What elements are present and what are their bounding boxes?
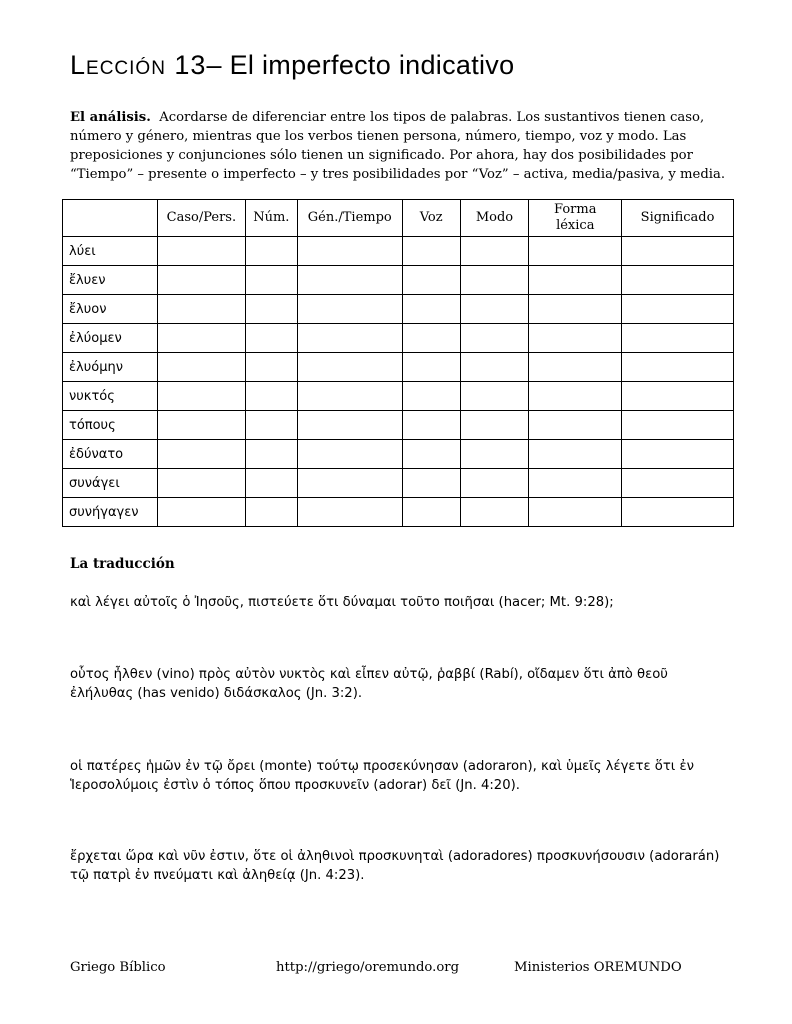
translation-sentence: ἔρχεται ὥρα καὶ νῦν ἐστιν, ὅτε οἱ ἀληθινοὶ προσκυνηταὶ (adoradores) προσκυνήσουσιν (adorarán) τῷ πατρὶ ἐν πνεύματι καὶ ἀληθείᾳ (Jn. 4:23). — [70, 849, 720, 883]
table-row — [63, 295, 734, 324]
answer-cell[interactable] — [245, 440, 297, 469]
answer-cell[interactable] — [402, 498, 460, 527]
answer-cell[interactable] — [402, 324, 460, 353]
answer-cell[interactable] — [622, 353, 734, 382]
header-cell: Modo — [460, 200, 529, 237]
table-row — [63, 324, 734, 353]
intro-paragraph — [70, 108, 730, 184]
answer-cell[interactable] — [157, 266, 245, 295]
answer-cell[interactable] — [529, 498, 622, 527]
answer-cell[interactable] — [622, 324, 734, 353]
translation-sentence: καὶ λέγει αὐτοῖς ὁ Ἰησοῦς, πιστεύετε ὅτι δύναμαι τοῦτο ποιῆσαι (hacer; Mt. 9:28); — [70, 595, 614, 610]
lesson-subject: El imperfecto indicativo — [229, 50, 515, 80]
answer-cell[interactable] — [245, 382, 297, 411]
table-row — [63, 440, 734, 469]
answer-cell[interactable] — [157, 353, 245, 382]
answer-cell[interactable] — [245, 498, 297, 527]
answer-cell[interactable] — [297, 237, 402, 266]
answer-cell[interactable] — [460, 469, 529, 498]
answer-cell[interactable] — [529, 324, 622, 353]
answer-cell[interactable] — [157, 324, 245, 353]
header-cell: Forma léxica — [529, 200, 622, 237]
answer-cell[interactable] — [529, 266, 622, 295]
title-dash: – — [206, 50, 222, 80]
footer-ministry: Ministerios OREMUNDO — [514, 960, 682, 975]
answer-cell[interactable] — [402, 440, 460, 469]
header-cell: Caso/Pers. — [157, 200, 245, 237]
translation-sentence: οὗτος ἦλθεν (vino) πρὸς αὐτὸν νυκτὸς καὶ εἶπεν αὐτῷ, ῥαββί (Rabí), οἴδαμεν ὅτι ἀπὸ θεοῦ ἐλήλυθας (has venido) διδάσκαλος (Jn. 3:2). — [70, 667, 668, 701]
table-row — [63, 469, 734, 498]
translation-heading: La traducción — [70, 556, 175, 572]
answer-cell[interactable] — [245, 324, 297, 353]
header-cell: Voz — [402, 200, 460, 237]
intro-text: Acordarse de diferenciar entre los tipos de palabras. Los sustantivos tienen caso, número y género, mientras que los verbos tienen persona, número, tiempo, voz y modo. Las preposiciones y conjunciones sólo tienen un significado. Por ahora, hay dos posibilidades por “Tiempo” – presente o imperfecto – y tres posibilidades por “Voz” – activa, media/pasiva, y media. — [70, 110, 726, 182]
answer-cell[interactable] — [297, 469, 402, 498]
answer-cell[interactable] — [529, 382, 622, 411]
answer-cell[interactable] — [402, 295, 460, 324]
greek-word-cell: ἔλυον — [63, 295, 158, 324]
table-row — [63, 411, 734, 440]
analysis-table — [62, 199, 734, 527]
answer-cell[interactable] — [529, 469, 622, 498]
header-cell: Gén./Tiempo — [297, 200, 402, 237]
answer-cell[interactable] — [157, 411, 245, 440]
answer-cell[interactable] — [297, 353, 402, 382]
answer-cell[interactable] — [622, 295, 734, 324]
answer-cell[interactable] — [245, 469, 297, 498]
table-row — [63, 266, 734, 295]
page-footer — [70, 960, 690, 980]
table-row — [63, 353, 734, 382]
answer-cell[interactable] — [245, 266, 297, 295]
answer-cell[interactable] — [529, 353, 622, 382]
table-row — [63, 237, 734, 266]
answer-cell[interactable] — [402, 469, 460, 498]
header-cell: Significado — [622, 200, 734, 237]
answer-cell[interactable] — [460, 324, 529, 353]
answer-cell[interactable] — [460, 237, 529, 266]
answer-cell[interactable] — [157, 498, 245, 527]
greek-word-cell: τόπους — [63, 411, 158, 440]
answer-cell[interactable] — [245, 295, 297, 324]
greek-word-cell: ἐλύομεν — [63, 324, 158, 353]
answer-cell[interactable] — [529, 295, 622, 324]
lesson-label: Lección 13 — [70, 50, 207, 80]
table-row — [63, 382, 734, 411]
answer-cell[interactable] — [157, 382, 245, 411]
page-title — [70, 50, 514, 81]
answer-cell[interactable] — [622, 382, 734, 411]
header-cell-word — [63, 200, 158, 237]
table-row — [63, 498, 734, 527]
answer-cell[interactable] — [622, 440, 734, 469]
answer-cell[interactable] — [402, 266, 460, 295]
answer-cell[interactable] — [157, 295, 245, 324]
answer-cell[interactable] — [297, 324, 402, 353]
greek-word-cell: ἐδύνατο — [63, 440, 158, 469]
answer-cell[interactable] — [297, 498, 402, 527]
answer-cell[interactable] — [622, 237, 734, 266]
greek-word-cell: συνάγει — [63, 469, 158, 498]
answer-cell[interactable] — [157, 440, 245, 469]
answer-cell[interactable] — [157, 237, 245, 266]
answer-cell[interactable] — [297, 440, 402, 469]
answer-cell[interactable] — [460, 295, 529, 324]
answer-cell[interactable] — [622, 469, 734, 498]
table-body — [63, 237, 734, 527]
answer-cell[interactable] — [529, 237, 622, 266]
answer-cell[interactable] — [297, 411, 402, 440]
answer-cell[interactable] — [460, 353, 529, 382]
intro-heading: El análisis. — [70, 110, 151, 125]
greek-word-cell: συνήγαγεν — [63, 498, 158, 527]
answer-cell[interactable] — [529, 411, 622, 440]
answer-cell[interactable] — [402, 382, 460, 411]
translation-sentence: οἱ πατέρες ἡμῶν ἐν τῷ ὄρει (monte) τούτῳ προσεκύνησαν (adoraron), καὶ ὑμεῖς λέγετε ὅτι ἐν Ἱεροσολύμοις ἐστὶν ὁ τόπος ὅπου προσκυνεῖν (adorar) δεῖ (Jn. 4:20). — [70, 759, 694, 793]
answer-cell[interactable] — [245, 353, 297, 382]
answer-cell[interactable] — [460, 411, 529, 440]
greek-word-cell: νυκτός — [63, 382, 158, 411]
greek-word-cell: ἐλυόμην — [63, 353, 158, 382]
answer-cell[interactable] — [622, 411, 734, 440]
answer-cell[interactable] — [245, 411, 297, 440]
answer-cell[interactable] — [297, 295, 402, 324]
header-cell: Núm. — [245, 200, 297, 237]
answer-cell[interactable] — [460, 382, 529, 411]
answer-cell[interactable] — [622, 498, 734, 527]
answer-cell[interactable] — [402, 411, 460, 440]
answer-cell[interactable] — [622, 266, 734, 295]
answer-cell[interactable] — [297, 266, 402, 295]
answer-cell[interactable] — [529, 440, 622, 469]
answer-cell[interactable] — [245, 237, 297, 266]
greek-word-cell: ἔλυεν — [63, 266, 158, 295]
table-header-row — [63, 200, 734, 237]
answer-cell[interactable] — [402, 237, 460, 266]
greek-word-cell: λύει — [63, 237, 158, 266]
footer-course: Griego Bíblico — [70, 960, 166, 975]
answer-cell[interactable] — [157, 469, 245, 498]
answer-cell[interactable] — [460, 440, 529, 469]
footer-url[interactable]: http://griego/oremundo.org — [276, 960, 460, 975]
answer-cell[interactable] — [297, 382, 402, 411]
answer-cell[interactable] — [460, 498, 529, 527]
answer-cell[interactable] — [460, 266, 529, 295]
answer-cell[interactable] — [402, 353, 460, 382]
